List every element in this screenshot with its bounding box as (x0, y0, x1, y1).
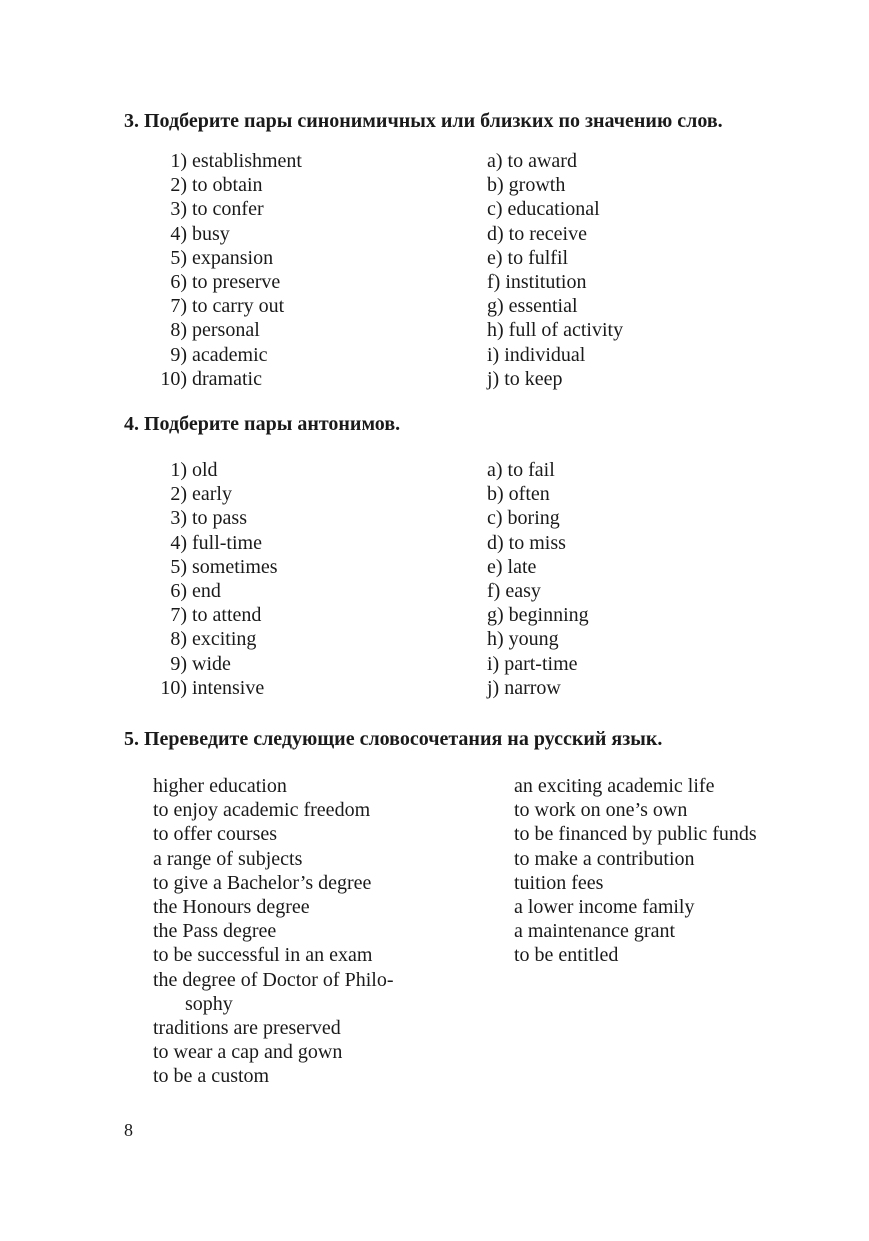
exercise-4-right-item: j) narrow (487, 676, 561, 699)
item-number: 5) (170, 246, 187, 269)
item-number: 1) (170, 150, 187, 172)
exercise-4-right-item: h) young (487, 628, 559, 651)
exercise-3-left-item (152, 197, 302, 221)
exercise-3-heading: 3. Подберите пары синонимичных или близких по значению слов. (124, 110, 723, 132)
exercise-4-left-item (152, 676, 278, 700)
item-number: 5) (170, 555, 187, 578)
exercise-3-right-item: h) full of activity (487, 319, 624, 342)
item-text: end (187, 579, 221, 602)
exercise-4-right-item: i) part-time (487, 652, 578, 675)
item-text: intensive (187, 676, 265, 699)
exercise-3-right-item: b) growth (487, 174, 566, 197)
exercise-3-right-item: a) to award (487, 150, 577, 172)
exercise-3-left-item (152, 149, 302, 173)
exercise-5-left-item: to wear a cap and gown (153, 1041, 343, 1064)
item-text: establishment (187, 150, 302, 172)
exercise-5-left-item: the Honours degree (153, 895, 310, 918)
exercise-5-left-item: a range of subjects (153, 847, 303, 870)
item-number: 4) (170, 222, 187, 245)
exercise-5-right-item: to be entitled (514, 944, 619, 967)
item-text: early (187, 483, 232, 506)
item-number: 6) (170, 270, 187, 293)
exercise-5-right-item: to be financed by public funds (514, 823, 757, 846)
exercise-5-right-column (514, 774, 757, 968)
item-number: 2) (170, 174, 187, 197)
exercise-5-right-item: to make a contribution (514, 847, 695, 870)
item-text: personal (187, 319, 260, 342)
exercise-5-left-item: to be successful in an exam (153, 944, 373, 967)
exercise-5-left-item: to give a Bachelor’s degree (153, 871, 372, 894)
exercise-5-left-item: the degree of Doctor of Philo- (153, 968, 394, 991)
exercise-4-left-item (152, 603, 278, 627)
exercise-4-right-item: f) easy (487, 579, 541, 602)
exercise-4-right-item: g) beginning (487, 604, 589, 627)
exercise-3-left-item (152, 246, 302, 270)
exercise-5-right-item: a maintenance grant (514, 920, 676, 943)
exercise-3-right-item: e) to fulfil (487, 246, 569, 269)
item-number: 7) (170, 295, 187, 318)
exercise-3-left-item (152, 367, 302, 391)
exercise-3-right-item: j) to keep (487, 367, 563, 390)
exercise-4-left-item (152, 506, 278, 530)
item-number: 9) (170, 652, 187, 675)
item-text: old (187, 459, 218, 481)
exercise-3-left-item (152, 222, 302, 246)
exercise-4-right-item: a) to fail (487, 459, 555, 481)
page-number: 8 (124, 1120, 133, 1140)
item-number: 8) (170, 319, 187, 342)
exercise-3-right-item: f) institution (487, 270, 587, 293)
exercise-4-right-column (487, 458, 589, 700)
item-text: full-time (187, 531, 262, 554)
exercise-5-right-item: a lower income family (514, 895, 695, 918)
exercise-3-left-item (152, 173, 302, 197)
exercise-5-left-item: traditions are preserved (153, 1016, 341, 1039)
exercise-4-left-item (152, 652, 278, 676)
exercise-5-left-column (153, 774, 393, 1088)
item-number: 7) (170, 604, 187, 627)
exercise-4-left-item (152, 531, 278, 555)
exercise-4-right-item: e) late (487, 555, 537, 578)
exercise-3-right-item: g) essential (487, 295, 578, 318)
item-number: 3) (170, 507, 187, 530)
exercise-4-right-item: d) to miss (487, 531, 566, 554)
exercise-3-right-column (487, 149, 623, 391)
exercise-5-right-item: to work on one’s own (514, 799, 688, 822)
exercise-5-left-item: to offer courses (153, 823, 278, 846)
item-number: 4) (170, 531, 187, 554)
item-number: 6) (170, 579, 187, 602)
item-text: wide (187, 652, 231, 675)
exercise-3-left-column (152, 149, 302, 391)
exercise-3-left-item (152, 270, 302, 294)
exercise-5-left-item: sophy (185, 992, 233, 1015)
exercise-3-right-item: d) to receive (487, 222, 587, 245)
item-text: to preserve (187, 270, 281, 293)
exercise-4-left-item (152, 482, 278, 506)
exercise-4-left-item (152, 627, 278, 651)
item-number: 10) (160, 676, 187, 699)
item-text: to carry out (187, 295, 285, 318)
exercise-3-right-item: c) educational (487, 198, 600, 221)
item-text: exciting (187, 628, 257, 651)
exercise-4-right-item: c) boring (487, 507, 560, 530)
exercise-4-left-item (152, 579, 278, 603)
item-number: 9) (170, 343, 187, 366)
item-text: dramatic (187, 367, 262, 390)
exercise-4-left-item (152, 458, 278, 482)
exercise-5-right-item: an exciting academic life (514, 775, 715, 797)
exercise-5-right-item: tuition fees (514, 871, 604, 894)
exercise-4-heading: 4. Подберите пары антонимов. (124, 413, 401, 435)
item-text: to attend (187, 604, 262, 627)
item-text: to pass (187, 507, 247, 530)
item-text: to obtain (187, 174, 263, 197)
exercise-5-left-item: to be a custom (153, 1065, 270, 1088)
item-number: 10) (160, 367, 187, 390)
exercise-5-left-item: the Pass degree (153, 920, 277, 943)
exercise-3-left-item (152, 294, 302, 318)
item-text: to confer (187, 198, 264, 221)
exercise-3-left-item (152, 318, 302, 342)
item-number: 2) (170, 483, 187, 506)
exercise-4-left-column (152, 458, 278, 700)
item-number: 1) (170, 459, 187, 481)
exercise-3-left-item (152, 343, 302, 367)
item-text: sometimes (187, 555, 278, 578)
item-text: expansion (187, 246, 274, 269)
exercise-3-right-item: i) individual (487, 343, 586, 366)
exercise-5-left-item: to enjoy academic freedom (153, 799, 371, 822)
exercise-5-heading: 5. Переведите следующие словосочетания на русский язык. (124, 728, 663, 750)
item-text: academic (187, 343, 268, 366)
exercise-5-left-item: higher education (153, 775, 287, 797)
exercise-4-right-item: b) often (487, 483, 550, 506)
exercise-4-left-item (152, 555, 278, 579)
item-text: busy (187, 222, 230, 245)
item-number: 3) (170, 198, 187, 221)
item-number: 8) (170, 628, 187, 651)
